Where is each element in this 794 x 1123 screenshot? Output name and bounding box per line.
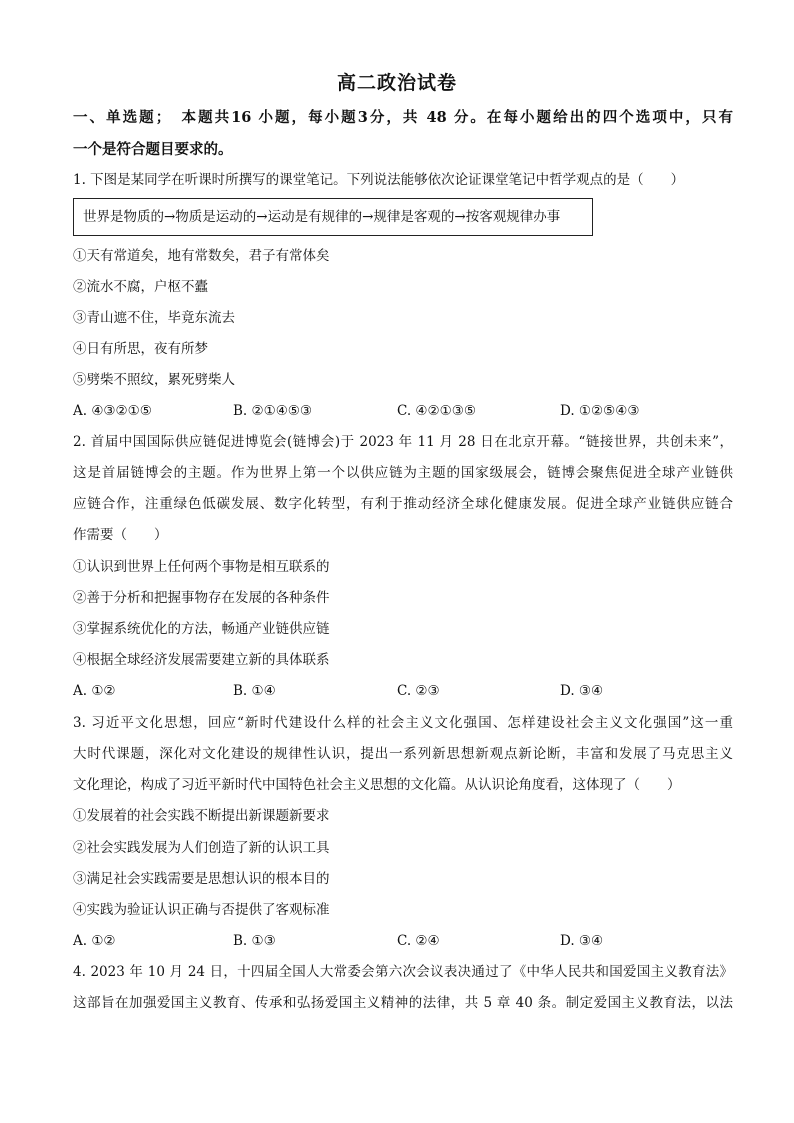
q1-stem: 1. 下图是某同学在听课时所撰写的课堂笔记。下列说法能够依次论证课堂笔记中哲学观点的是（ ） (73, 172, 685, 188)
q3-stem-line: 文化理论，构成了习近平新时代中国特色社会主义思想的文化篇。从认识论角度看，这体现了（ ） (73, 777, 681, 793)
q3-option-b[interactable]: B. ①③ (233, 933, 276, 949)
q3-item: ③满足社会实践需要是思想认识的根本目的 (73, 871, 330, 887)
q3-item: ①发展着的社会实践不断提出新课题新要求 (73, 808, 330, 824)
q2-item: ①认识到世界上任何两个事物是相互联系的 (73, 559, 330, 575)
q1-option-d[interactable]: D. ①②⑤④③ (560, 403, 640, 419)
q2-option-d[interactable]: D. ③④ (560, 683, 604, 699)
q1-option-c[interactable]: C. ④②①③⑤ (397, 403, 476, 419)
q1-options (73, 401, 733, 421)
q3-option-d[interactable]: D. ③④ (560, 933, 604, 949)
q1-item: ①天有常道矣，地有常数矣，君子有常体矣 (73, 248, 330, 264)
q3-options (73, 931, 733, 951)
q2-option-a[interactable]: A. ①② (73, 683, 116, 699)
q2-stem-line: 应链合作，注重绿色低碳发展、数字化转型，有利于推动经济全球化健康发展。促进全球产业链供应链合 (73, 496, 733, 512)
q2-item: ④根据全球经济发展需要建立新的具体联系 (73, 652, 330, 668)
q3-stem-line: 大时代课题，深化对文化建设的规律性认识，提出一系列新思想新观点新论断，丰富和发展了马克思主义 (73, 746, 733, 762)
q4-stem-line: 这部旨在加强爱国主义教育、传承和弘扬爱国主义精神的法律，共 5 章 40 条。制定爱国主义教育法，以法 (73, 995, 733, 1011)
section-heading-line-2: 一个是符合题目要求的。 (73, 141, 233, 158)
q1-item: ④日有所思，夜有所梦 (73, 341, 208, 357)
q1-item: ③青山遮不住，毕竟东流去 (73, 310, 235, 326)
q2-options (73, 681, 733, 701)
q3-item: ②社会实践发展为人们创造了新的认识工具 (73, 840, 330, 856)
q1-note-box: 世界是物质的→物质是运动的→运动是有规律的→规律是客观的→按客观规律办事 (73, 198, 593, 236)
q1-item: ②流水不腐，户枢不蠹 (73, 279, 208, 295)
q3-option-a[interactable]: A. ①② (73, 933, 116, 949)
q2-stem-line: 作需要（ ） (73, 527, 168, 543)
q2-option-b[interactable]: B. ①④ (233, 683, 276, 699)
section-heading-line-1: 一、单选题； 本题共16 小题，每小题3分，共 48 分。在每小题给出的四个选项中，只有 (73, 109, 733, 126)
q3-item: ④实践为验证认识正确与否提供了客观标准 (73, 902, 330, 918)
q2-item: ②善于分析和把握事物存在发展的各种条件 (73, 590, 330, 606)
q2-item: ③掌握系统优化的方法，畅通产业链供应链 (73, 621, 330, 637)
q2-stem-line: 这是首届链博会的主题。作为世界上第一个以供应链为主题的国家级展会，链博会聚焦促进全球产业链供 (73, 465, 733, 481)
q3-stem-line: 3. 习近平文化思想，回应“新时代建设什么样的社会主义文化强国、怎样建设社会主义文化强国”这一重 (73, 715, 733, 731)
q1-option-b[interactable]: B. ②①④⑤③ (233, 403, 313, 419)
page-title: 高二政治试卷 (336, 72, 457, 94)
q1-option-a[interactable]: A. ④③②①⑤ (73, 403, 152, 419)
q2-option-c[interactable]: C. ②③ (397, 683, 440, 699)
q2-stem-line: 2. 首届中国国际供应链促进博览会(链博会)于 2023 年 11 月 28 日在北京开幕。“链接世界，共创未来”， (73, 434, 733, 450)
q4-stem-line: 4. 2023 年 10 月 24 日，十四届全国人大常委会第六次会议表决通过了《中华人民共和国爱国主义教育法》 (73, 964, 733, 980)
q1-item: ⑤劈柴不照纹，累死劈柴人 (73, 372, 235, 388)
q3-option-c[interactable]: C. ②④ (397, 933, 440, 949)
